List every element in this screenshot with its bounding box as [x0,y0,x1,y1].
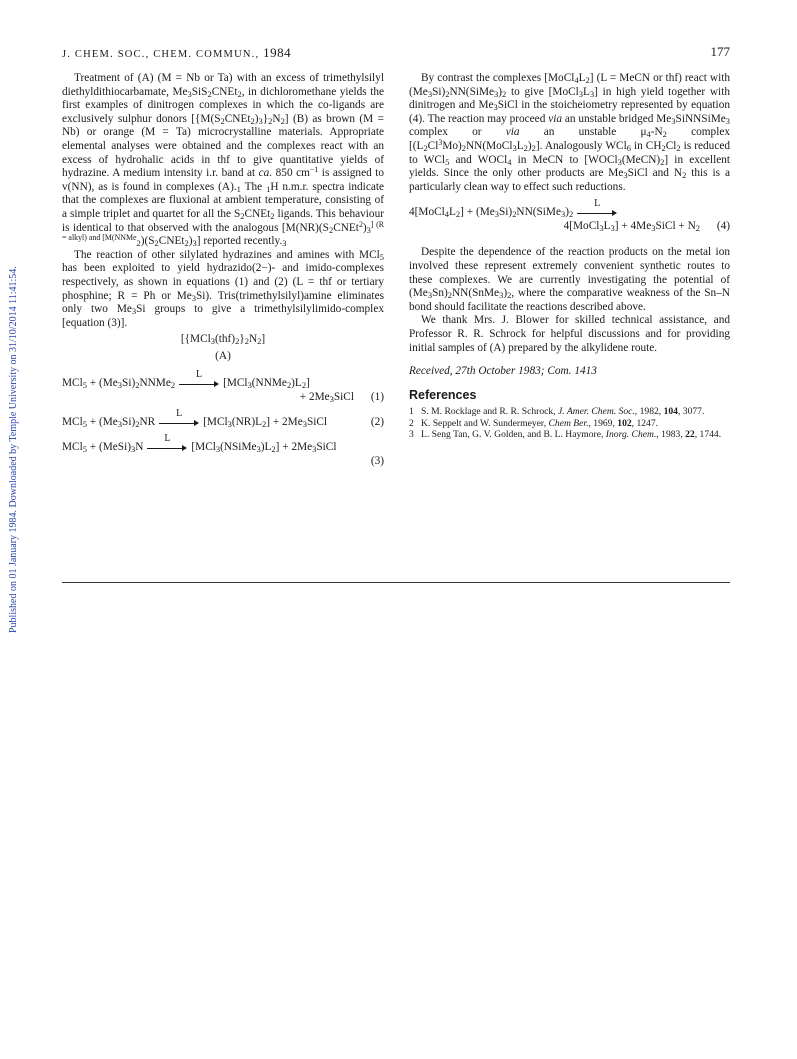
text-run: 2 [244,336,249,347]
text-run: 2 [235,336,240,347]
text-run: [MCl [191,441,216,454]
text-run: 2 [268,115,273,126]
reference-number: 2 [409,417,414,429]
text-run: 850 cm [272,167,310,180]
equation-1 [62,368,384,391]
text-run: 3 [617,156,622,167]
reaction-arrow-icon [147,432,187,453]
text-run: The reaction of other silylated hydrazines and amines with MCl [74,248,380,261]
eq2-lhs [62,416,155,428]
text-run: 3 [610,223,615,234]
text-run: 2 [220,115,225,126]
text-run: } [239,333,245,346]
text-run: in CH [630,139,662,152]
text-run: 2 [682,170,687,181]
text-run: 3 [227,419,232,430]
text-run: 2 [676,142,681,153]
text-run: 3 [256,444,261,455]
text-run: N [248,333,258,346]
text-run: 2 [512,209,517,220]
text-run: + 2Me [299,391,330,404]
equation-4 [409,197,730,220]
text-run: 3 [215,444,221,455]
equation-4-continued [409,220,730,234]
text-run: + (Me [86,377,118,390]
text-run: SiCl + N [655,220,696,233]
equation-3-number-line [62,455,384,469]
text-run: 2 [136,238,141,249]
text-run: NN(MoCl [466,139,513,152]
text-run: [MCl [203,416,228,429]
reference-text [421,429,730,440]
text-run: 2 [423,142,428,153]
text-run: is reduced to WCl [409,139,730,166]
arrow-label: L [164,432,171,444]
text-run: NNMe [139,377,171,390]
eq2-number: (2) [370,416,384,429]
reference-text [421,406,730,417]
text-run: has been exploited to yield hydrazido(2−)- and imido-complexes respectively, as shown in equations (1) and (2) (L = thf or tertiary phosphine; R = Ph or Me [62,262,384,302]
text-run: 3 [578,88,583,99]
text-run: 3 [191,292,196,303]
text-run: 2 [695,223,700,234]
eq1-lhs [62,377,175,389]
text-run: ) [503,287,508,300]
text-run: SiCl [306,416,328,429]
reaction-arrow-icon [577,197,617,218]
text-run: L. Seng Tan, G. V. Golden, and B. L. Haymore, [421,429,606,441]
text-run: in MeCN to [WOCl [511,153,618,166]
text-run: , 1969, [588,417,618,429]
text-run: 2 [447,290,452,301]
text-run: 104 [663,406,678,418]
text-run: CNEt [224,112,251,125]
text-run: NN(SiMe [516,206,561,219]
text-run: 3 [512,142,517,153]
text-run: -N [650,126,663,139]
text-run: 4 [646,129,651,140]
text-run: 4[MoCl [409,206,445,219]
text-run: 3 [494,209,499,220]
text-run: 3 [493,102,498,113]
text-run: to give [MoCl [506,85,579,98]
text-run: 2 [661,142,666,153]
text-run: Mo) [442,139,462,152]
text-run: Sn) [432,287,448,300]
text-run: N [272,112,281,125]
download-watermark [8,266,19,633]
text-run: CNEt [244,207,271,220]
text-run: 3 [247,380,252,391]
text-run: 2 [286,380,292,391]
text-run: an unstable bridged Me [562,112,672,125]
text-run: 5 [379,251,384,262]
text-run: 2 [250,115,255,126]
text-run: Chem Ber. [548,417,589,429]
right-paragraph-2 [409,246,730,314]
text-run: ] + 2Me [275,441,313,454]
text-run: −1 [309,165,319,175]
text-run: ) [498,85,503,98]
reference-item [409,418,730,429]
text-run: 2 [502,88,507,99]
text-run: CNEt [211,85,238,98]
reference-item [409,429,730,440]
text-run: ] (R = alkyl) and [M(NNMe [62,219,384,243]
eq3-number: (3) [370,455,384,468]
text-run: an unstable μ [519,126,647,139]
text-run: SiCl in the stoicheiometry represented by equation (4). The reaction may proceed [409,99,730,125]
text-run: + (Me [86,416,118,429]
text-run: (NR)L [231,416,262,429]
text-run: 2 [455,209,461,220]
text-run: MCl [62,377,83,390]
eq3-lhs [62,441,143,453]
text-run: ) [188,235,193,248]
text-run: 5 [445,156,450,167]
text-run: )(S [140,235,155,248]
text-run: 2 [154,238,159,249]
text-run: is assigned to v(NN), as is found in complexes (A). [62,167,385,193]
text-run: Si) [122,416,136,429]
text-run: Si) [499,206,513,219]
text-run: complex [(L [409,126,730,152]
text-run: 2 [257,336,262,347]
text-run: ] + 2Me [266,416,303,429]
text-run: 2 [445,88,450,99]
text-run: } [262,112,269,125]
watermark-text: Published on 01 January 1984. Downloaded by Temple University on 31/10/2014 11:41:54. [8,266,19,633]
text-run: , 3077. [677,406,705,418]
text-run: 1 [266,183,271,194]
text-run: 5 [82,419,87,430]
text-run: N [135,441,144,454]
text-run: 3 [427,290,433,301]
text-run: Cl [427,139,439,152]
eq1-rhs2 [300,391,354,405]
arrow-label: L [594,197,601,209]
formula-a-label: (A) [215,349,231,362]
text-run: 102 [617,417,632,429]
text-run: 3 [258,115,263,126]
text-run: 3 [282,238,287,249]
text-run: 3 [671,115,676,126]
text-run: 4[MoCl [563,220,600,233]
text-run: H n.m.r. spectra indicate that the complexes are fluxional at ambient temperature, consisting of a simple triplet and quartet for all the S [62,180,384,220]
text-run: 2 [184,238,189,249]
references-heading: References [409,387,477,402]
text-run: ] [261,333,266,346]
text-run: K. Seppelt and W. Sundermeyer, [421,417,549,429]
text-run: complex or [409,126,506,139]
text-run: 22 [685,429,695,441]
text-run: J. Amer. Chem. Soc. [557,406,635,418]
text-run: 4 [507,156,512,167]
text-run: ] in excellent yields. Since the only other products are Me [409,153,731,180]
text-run: ) [565,206,569,219]
text-run: 2 [237,88,242,99]
text-run: , in dichloromethane yields the first examples of dinitrogen complexes in which the co-ligands are exclusively sulphur donors [{M(S [62,85,384,125]
text-run: 2 [358,219,363,229]
text-run: 3 [329,394,334,405]
text-run: 2 [523,142,528,153]
text-run: 2 [262,419,267,430]
text-run: CNEt [158,235,185,248]
text-run: Si groups to give a trimethylsilylimido-complex [equation (3)]. [62,303,384,329]
text-run: 3 [130,444,136,455]
text-run: L [516,139,524,152]
text-run: )L [291,377,302,390]
text-run: 2 [585,75,590,85]
equation-3 [62,432,384,455]
text-run: ] in high yield together with dinitrogen and Me [409,85,730,112]
text-run: 2 [662,129,667,140]
text-run: ca. [258,167,273,180]
text-run: CNEt [333,221,359,234]
text-run: ] (L = MeCN or thf) react with (Me [409,72,730,98]
right-column [409,72,730,441]
eq1-rhs [223,377,310,389]
eq1-number: (1) [370,391,384,404]
bottom-rule [62,582,730,583]
reference-number: 3 [409,429,414,441]
text-run: SiCl [316,441,337,454]
text-run: 2 [271,444,276,455]
text-run: Despite the dependence of the reaction products on the metal ion involved these represent extremely convenient synthetic routes to these complexes. We are currently investigating the potential of (Me [409,246,730,300]
text-run: 5 [82,380,87,391]
received-line: Received, 27th October 1983; Com. 1413 [409,365,597,378]
text-run: SiCl [333,391,354,404]
text-run: MCl [62,441,83,454]
eq4-number: (4) [716,220,730,233]
text-run: (NNMe [251,377,287,390]
text-run: SiCl and N [627,167,683,180]
text-run: 3 [494,88,499,99]
text-run: 3 [117,380,123,391]
text-run: 2 [135,419,140,430]
text-run: 3 [131,306,137,317]
text-run: 2 [280,115,285,126]
left-column [62,72,384,469]
text-run: )L [260,441,272,454]
text-run: + (MeSi) [86,441,131,454]
reference-text [421,418,730,429]
equation-2 [62,407,384,430]
arrow-label: L [196,368,203,380]
text-run: 3 [117,419,123,430]
text-run: 3 [438,137,443,147]
left-paragraph-1 [62,72,384,249]
reference-number: 1 [409,406,414,418]
text-run: Si) [432,85,446,98]
text-run: ligands. This behaviour is identical to that observed with the analogous [M(NR)(S [62,207,384,234]
text-run: L [583,85,590,98]
text-run: 4 [444,209,450,220]
acknowledgements: We thank Mrs. J. Blower for skilled technical assistance, and Professor R. R. Schrock for helpful discussions and for providing initial samples of (A) prepared by the alkylidene route. [409,314,730,354]
text-run: [MCl [223,377,248,390]
text-run: ]. Analogously WCl [535,139,627,152]
text-run: 2 [301,380,307,391]
text-run: Inorg. Chem. [605,429,657,441]
eq4-lhs [409,206,573,218]
references-list [409,406,730,440]
text-run: NN(SiMe [449,85,495,98]
text-run: (NSiMe [220,441,257,454]
text-run: 5 [82,444,87,455]
text-run: ) [254,112,259,125]
reaction-arrow-icon [179,368,219,389]
text-run: (thf) [214,333,236,346]
text-run: L [449,206,456,219]
text-run: , 1744. [694,429,722,441]
text-run: , where the comparative weakness of the Sn–N bond should facilitate the reactions described above. [409,287,730,313]
left-paragraph-2 [62,249,384,331]
text-run: 2 [531,142,536,153]
eq3-rhs [191,441,336,453]
text-run: 3 [312,444,317,455]
text-run: 2 [240,210,245,221]
page-number: 177 [710,44,730,59]
text-run: and WOCl [449,153,508,166]
text-run: L [603,220,611,233]
text-run: 3 [651,223,656,234]
eq4-rhs [564,220,700,234]
text-run: via [505,126,520,139]
text-run: ) [362,221,367,234]
text-run: 3 [499,290,504,301]
text-run: 3 [187,88,192,99]
text-run: 2 [135,380,140,391]
text-run: Treatment of (A) (M = Nb or Ta) with an excess of trimethylsilyl diethyldithiocarbamate, Me [62,72,384,98]
text-run: 3 [302,419,307,430]
text-run: 2 [507,290,512,301]
eq2-rhs [203,416,327,428]
text-run: ] + (Me [460,206,495,219]
text-run: , 1982, [634,406,664,418]
text-run: 3 [560,209,566,220]
text-run: 3 [589,88,595,99]
text-run: 1 [236,183,241,194]
text-run: 2 [207,88,212,99]
text-run: via [548,112,563,125]
reaction-arrow-icon [159,407,199,428]
journal-year: 1984 [263,45,292,60]
text-run: Cl [665,139,677,152]
text-run: , 1247. [631,417,659,429]
text-run: 3 [623,170,628,181]
text-run: , 1983, [656,429,686,441]
arrow-label: L [176,407,183,419]
text-run: 3 [210,336,215,347]
text-run: 2 [328,224,334,235]
text-run: NN(SnMe [452,287,500,300]
text-run: Si) [122,377,136,390]
text-run: 2 [660,156,665,167]
text-run: The [240,180,267,193]
text-run: ] [306,377,310,390]
text-run: 2 [568,209,574,220]
text-run: 2 [170,380,176,391]
text-run: S. M. Rocklage and R. R. Schrock, [421,406,558,418]
text-run: Si). Tris(trimethylsilyl)amine eliminates only two Me [62,289,384,316]
text-run: [{MCl [180,333,211,346]
text-run: L [578,72,586,84]
text-run: 2 [461,142,467,153]
text-run: 3 [192,238,197,249]
text-run: 6 [626,142,631,153]
text-run: 3 [427,88,433,99]
text-run: ] reported recently. [196,235,283,248]
reference-item [409,406,730,417]
journal-name: J. CHEM. SOC., CHEM. COMMUN., [62,49,260,60]
text-run: this is a particularly clean way to effect such reductions. [409,167,731,193]
text-run: MCl [62,416,83,429]
text-run: SiS [191,85,208,98]
right-paragraph-1 [409,72,730,194]
text-run: 4 [574,75,579,85]
text-run: 3 [599,223,604,234]
text-run: 3 [725,115,730,126]
running-head [62,45,291,61]
text-run: ] (B) as brown (M = Nb) or orange (M = Ta) microcrystalline materials. Appropriate elemental analyses were obtained and the complexes react with an excess of hydrohalic acids in thf to give quantitative yields of hydrazine. A medium intensity i.r. band at [62,112,384,180]
text-run: By contrast the complexes [MoCl [421,72,575,84]
formula-a [62,333,384,347]
text-run: NR [139,416,156,429]
equation-1-continued [62,391,384,405]
text-run: SiNNSiMe [675,112,726,125]
text-run: (MeCN) [621,153,661,166]
text-run: 2 [270,210,275,221]
text-run: ) [527,139,532,152]
text-run: 3 [366,224,371,235]
text-run: ] + 4Me [614,220,652,233]
